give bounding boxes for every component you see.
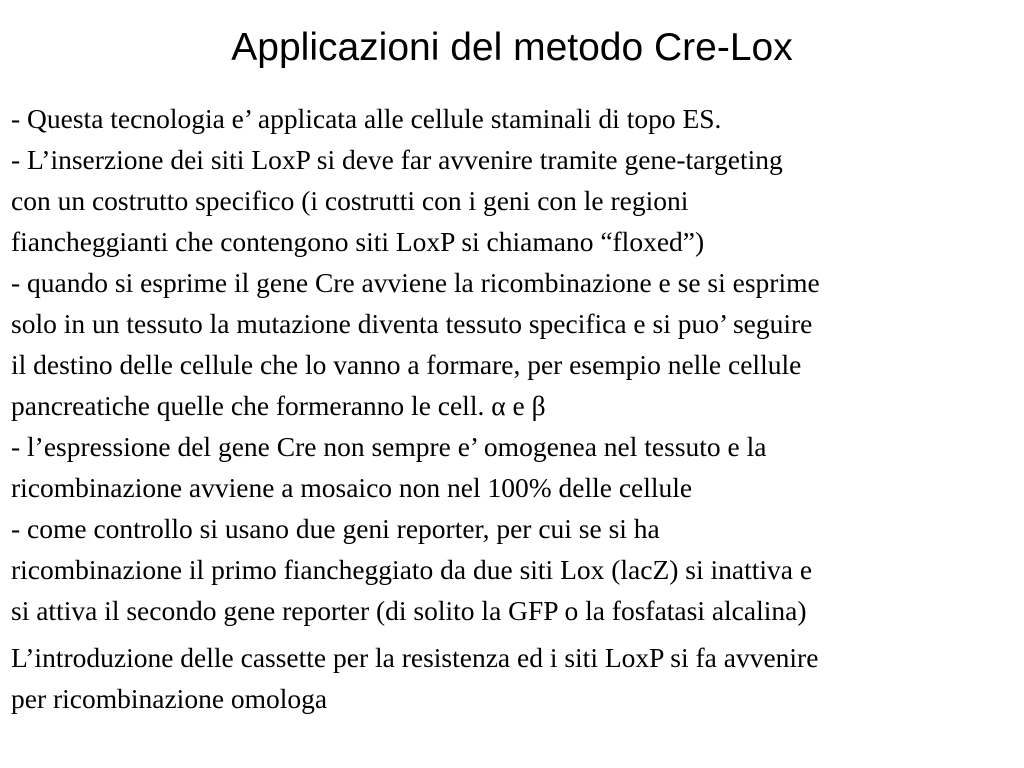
text-line: fiancheggianti che contengono siti LoxP si chiamano “floxed”) (11, 226, 705, 257)
text-line: il destino delle cellule che lo vanno a formare, per esempio nelle cellule (11, 349, 802, 380)
text-line: ricombinazione avviene a mosaico non nel 100% delle cellule (11, 472, 693, 503)
text-line: si attiva il secondo gene reporter (di solito la GFP o la fosfatasi alcalina) (11, 595, 807, 626)
text-line: - Questa tecnologia e’ applicata alle cellule staminali di topo ES. (11, 103, 722, 134)
text-line: - L’inserzione dei siti LoxP si deve far avvenire tramite gene-targeting (11, 144, 783, 175)
text-line: pancreatiche quelle che formeranno le cell. α e β (11, 390, 546, 421)
text-line: ricombinazione il primo fiancheggiato da due siti Lox (lacZ) si inattiva e (11, 554, 813, 585)
text-line: per ricombinazione omologa (11, 683, 328, 714)
text-line: - quando si esprime il gene Cre avviene la ricombinazione e se si esprime (11, 267, 820, 298)
text-line: - l’espressione del gene Cre non sempre e’ omogenea nel tessuto e la (11, 431, 767, 462)
text-line: solo in un tessuto la mutazione diventa tessuto specifica e si puo’ seguire (11, 308, 813, 339)
closing-paragraph (11, 637, 1019, 719)
text-line: - come controllo si usano due geni reporter, per cui se si ha (11, 513, 660, 544)
text-line: con un costrutto specifico (i costrutti con i geni con le regioni (11, 185, 689, 216)
slide-body (11, 98, 1019, 719)
text-line: L’introduzione delle cassette per la resistenza ed i siti LoxP si fa avvenire (11, 642, 819, 673)
slide-title: Applicazioni del metodo Cre-Lox (231, 26, 793, 69)
bullet-paragraph (11, 98, 1019, 631)
